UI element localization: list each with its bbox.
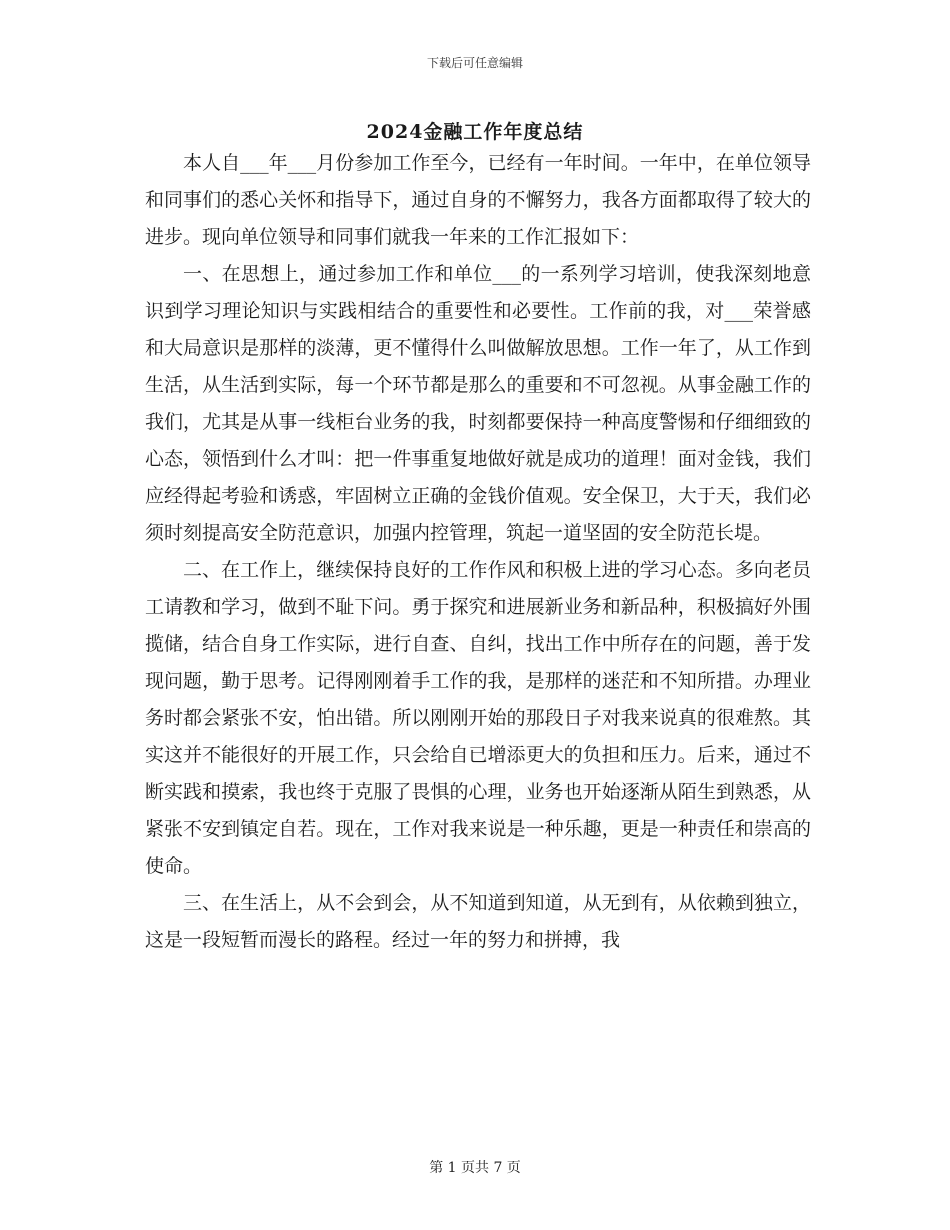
page-number: 第 1 页共 7 页 [429, 1160, 521, 1176]
paragraph-work: 二、在工作上，继续保持良好的工作作风和积极上进的学习心态。多向老员工请教和学习，做到不耻下问。勇于探究和进展新业务和新品种，积极搞好外围揽储，结合自身工作实际，进行自查、自纠，找出工作中所存在的问题，善于发现问题，勤于思考。记得刚刚着手工作的我，是那样的迷茫和不知所措。办理业务时都会紧张不安，怕出错。所以刚刚开始的那段日子对我来说真的很难熬。其实这并不能很好的开展工作，只会给自已增添更大的负担和压力。后来，通过不断实践和摸索，我也终于克服了畏惧的心理，业务也开始逐渐从陌生到熟悉，从紧张不安到镇定自若。现在，工作对我来说是一种乐趣，更是一种责任和崇高的使命。 [145, 559, 811, 877]
paragraph-intro: 本人自___年___月份参加工作至今，已经有一年时间。一年中，在单位领导和同事们的悉心关怀和指导下，通过自身的不懈努力，我各方面都取得了较大的进步。现向单位领导和同事们就我一年来的工作汇报如下： [145, 152, 811, 248]
document-title: 2024金融工作年度总结 [366, 121, 584, 143]
header-note: 下载后可任意编辑 [426, 56, 523, 70]
paragraph-thought: 一、在思想上，通过参加工作和单位___的一系列学习培训，使我深刻地意识到学习理论知识与实践相结合的重要性和必要性。工作前的我，对___荣誉感和大局意识是那样的淡薄，更不懂得什么叫做解放思想。工作一年了，从工作到生活，从生活到实际，每一个环节都是那么的重要和不可忽视。从事金融工作的我们，尤其是从事一线柜台业务的我，时刻都要保持一种高度警惕和仔细细致的心态，领悟到什么才叫：把一件事重复地做好就是成功的道理！面对金钱，我们应经得起考验和诱惑，牢固树立正确的金钱价值观。安全保卫，大于天，我们必须时刻提高安全防范意识，加强内控管理，筑起一道坚固的安全防范长堤。 [145, 263, 811, 544]
document-body [145, 145, 811, 959]
paragraph-life: 三、在生活上，从不会到会，从不知道到知道，从无到有，从依赖到独立，这是一段短暂而漫长的路程。经过一年的努力和拼搏，我 [145, 892, 811, 951]
